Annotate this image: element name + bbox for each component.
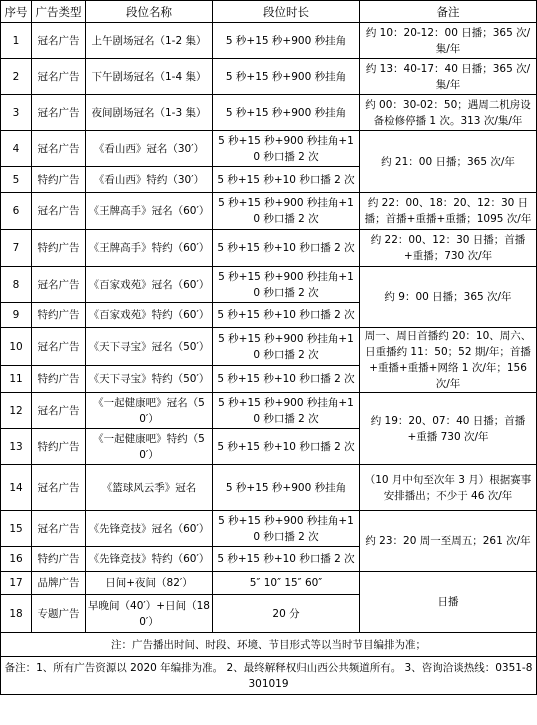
row-type: 冠名广告 [32,393,86,429]
row-duration: 5 秒+15 秒+900 秒挂角 [213,59,360,95]
row-duration: 5 秒+15 秒+900 秒挂角+10 秒口播 2 次 [213,328,360,366]
row-duration: 5 秒+15 秒+900 秒挂角+10 秒口播 2 次 [213,393,360,429]
table-row [1,131,537,167]
row-duration: 5 秒+15 秒+900 秒挂角+10 秒口播 2 次 [213,267,360,303]
row-duration: 5 秒+15 秒+10 秒口播 2 次 [213,167,360,193]
row-type: 冠名广告 [32,193,86,230]
row-type: 品牌广告 [32,572,86,595]
row-remark: 日播 [360,572,537,633]
row-duration: 5 秒+15 秒+10 秒口播 2 次 [213,303,360,328]
row-type: 冠名广告 [32,59,86,95]
header-remark: 备注 [360,1,537,23]
table-header-row [1,1,537,23]
row-duration: 5 秒+15 秒+900 秒挂角 [213,465,360,511]
row-no: 3 [1,95,32,131]
row-type: 冠名广告 [32,95,86,131]
row-duration: 5 秒+15 秒+900 秒挂角+10 秒口播 2 次 [213,511,360,547]
row-duration: 5 秒+15 秒+10 秒口播 2 次 [213,429,360,465]
row-type: 冠名广告 [32,267,86,303]
row-duration: 20 分 [213,595,360,633]
header-name: 段位名称 [86,1,213,23]
row-no: 16 [1,547,32,572]
row-duration: 5 秒+15 秒+900 秒挂角 [213,95,360,131]
row-duration: 5 秒+15 秒+10 秒口播 2 次 [213,547,360,572]
row-no: 2 [1,59,32,95]
row-no: 11 [1,366,32,393]
row-remark: 约 13：40-17：40 日播；365 次/集/年 [360,59,537,95]
row-no: 12 [1,393,32,429]
row-name: 《看山西》冠名（30′） [86,131,213,167]
row-remark: 约 22：00、12：30 日播；首播+重播；730 次/年 [360,230,537,267]
row-name: 夜间剧场冠名（1-3 集） [86,95,213,131]
row-type: 特约广告 [32,547,86,572]
row-name: 《天下寻宝》冠名（50′） [86,328,213,366]
table-row [1,328,537,366]
table-row [1,267,537,303]
row-name: 《王牌高手》冠名（60′） [86,193,213,230]
row-name: 《百家戏苑》冠名（60′） [86,267,213,303]
row-no: 4 [1,131,32,167]
table-row [1,511,537,547]
table-row [1,230,537,267]
row-type: 特约广告 [32,167,86,193]
row-type: 特约广告 [32,366,86,393]
row-duration: 5 秒+15 秒+900 秒挂角+10 秒口播 2 次 [213,193,360,230]
row-no: 10 [1,328,32,366]
header-duration: 段位时长 [213,1,360,23]
row-type: 专题广告 [32,595,86,633]
row-duration: 5 秒+15 秒+10 秒口播 2 次 [213,366,360,393]
table-row [1,95,537,131]
row-remark: 周一、周日首播约 20：10、周六、日重播约 11：50；52 期/年；首播+重播+重播+网络 1 次/年；156 次/年 [360,328,537,393]
row-duration: 5 秒+15 秒+10 秒口播 2 次 [213,230,360,267]
row-name: 《百家戏苑》特约（60′） [86,303,213,328]
table-row [1,193,537,230]
footer-remark-row [1,657,537,695]
row-remark: 约 21：00 日播；365 次/年 [360,131,537,193]
row-type: 冠名广告 [32,131,86,167]
row-name: 《先锋竞技》特约（60′） [86,547,213,572]
row-name: 下午剧场冠名（1-4 集） [86,59,213,95]
row-remark: 约 23：20 周一至周五；261 次/年 [360,511,537,572]
table-row [1,465,537,511]
row-no: 8 [1,267,32,303]
row-no: 15 [1,511,32,547]
row-name: 《一起健康吧》特约（50′） [86,429,213,465]
row-no: 6 [1,193,32,230]
row-name: 《篮球风云季》冠名 [86,465,213,511]
row-name: 《先锋竞技》冠名（60′） [86,511,213,547]
table-row [1,23,537,59]
footer-note-row [1,633,537,657]
row-remark: 约 10：20-12：00 日播；365 次/集/年 [360,23,537,59]
footer-note: 注：广告播出时间、时段、环境、节目形式等以当时节目编排为准； [1,633,537,657]
row-name: 上午剧场冠名（1-2 集） [86,23,213,59]
table-row [1,59,537,95]
row-remark: 约 9：00 日播；365 次/年 [360,267,537,328]
row-remark: （10 月中旬至次年 3 月）根据赛事安排播出；不少于 46 次/年 [360,465,537,511]
row-name: 日间+夜间（82′） [86,572,213,595]
row-duration: 5 秒+15 秒+900 秒挂角 [213,23,360,59]
row-type: 冠名广告 [32,511,86,547]
row-no: 1 [1,23,32,59]
row-name: 《天下寻宝》特约（50′） [86,366,213,393]
row-no: 5 [1,167,32,193]
row-duration: 5″ 10″ 15″ 60″ [213,572,360,595]
table-row [1,393,537,429]
row-no: 18 [1,595,32,633]
row-no: 7 [1,230,32,267]
row-no: 13 [1,429,32,465]
row-name: 早晚间（40′）+日间（180′） [86,595,213,633]
row-name: 《一起健康吧》冠名（50′） [86,393,213,429]
footer-remark: 备注：1、所有广告资源以 2020 年编排为准。 2、最终解释权归山西公共频道所有。 3、咨询洽谈热线：0351-8301019 [1,657,537,695]
row-type: 冠名广告 [32,328,86,366]
row-type: 冠名广告 [32,465,86,511]
row-type: 特约广告 [32,303,86,328]
row-no: 17 [1,572,32,595]
header-type: 广告类型 [32,1,86,23]
row-no: 14 [1,465,32,511]
row-type: 冠名广告 [32,23,86,59]
row-name: 《看山西》特约（30′） [86,167,213,193]
row-type: 特约广告 [32,230,86,267]
row-remark: 约 00：30-02：50；遇周二机房设备检修停播 1 次。313 次/集/年 [360,95,537,131]
row-duration: 5 秒+15 秒+900 秒挂角+10 秒口播 2 次 [213,131,360,167]
row-remark: 约 22：00、18：20、12：30 日播；首播+重播+重播；1095 次/年 [360,193,537,230]
row-no: 9 [1,303,32,328]
row-type: 特约广告 [32,429,86,465]
table-row [1,572,537,595]
header-no: 序号 [1,1,32,23]
row-remark: 约 19：20、07：40 日播；首播+重播 730 次/年 [360,393,537,465]
row-name: 《王牌高手》特约（60′） [86,230,213,267]
